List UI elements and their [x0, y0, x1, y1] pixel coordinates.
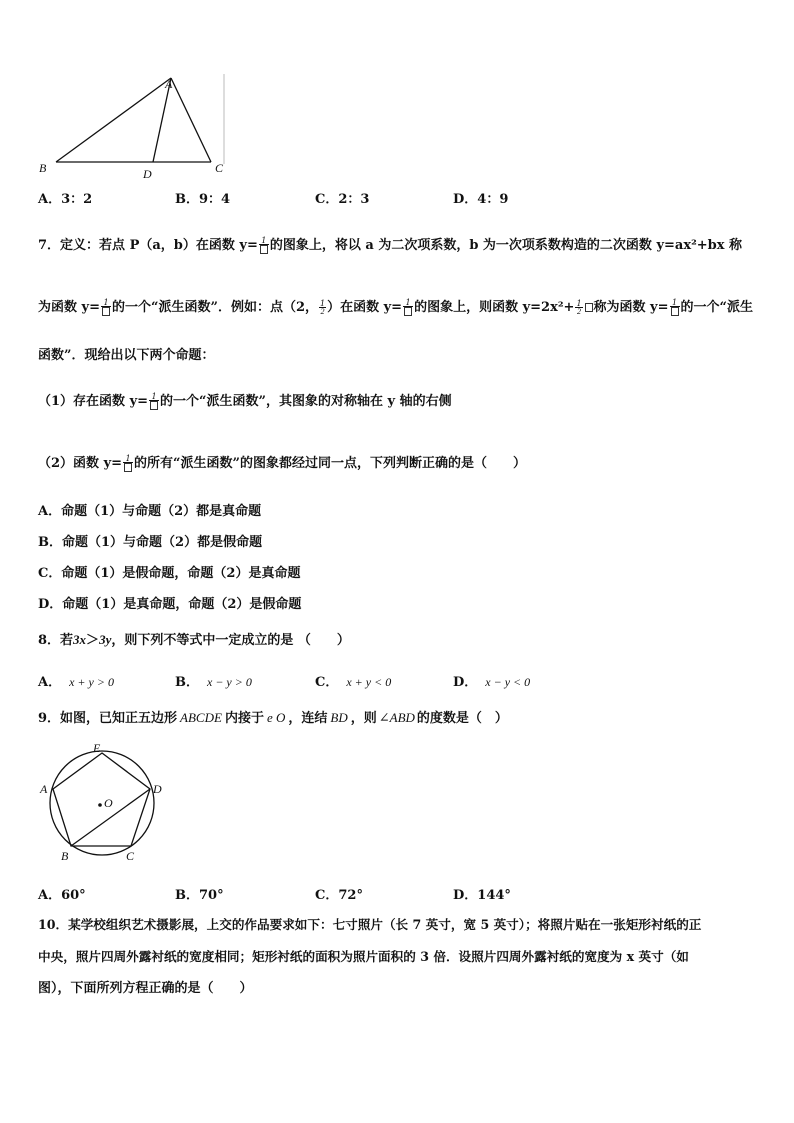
- fraction-1-over-x: [670, 299, 680, 316]
- q8-math: 3x: [73, 632, 87, 647]
- q7-line-2: [38, 296, 753, 316]
- q7-option-a[interactable]: A．命题（1）与命题（2）都是真命题: [38, 504, 262, 519]
- label-a: A: [165, 77, 173, 91]
- fraction-numerator: 1: [320, 299, 326, 308]
- fraction-numerator: 1: [403, 299, 413, 307]
- q9-math: ABCDE: [180, 710, 222, 725]
- circle-o: [50, 751, 154, 855]
- q7-option-c[interactable]: C．命题（1）是假命题，命题（2）是真命题: [38, 566, 301, 581]
- center-dot: [98, 803, 102, 807]
- q8-text: ，则下列不等式中一定成立的是 （ ）: [111, 633, 350, 648]
- q9-option-b[interactable]: B．70°: [175, 888, 224, 903]
- q9-option-c[interactable]: C．72°: [315, 888, 363, 903]
- q8-option-a[interactable]: A． x + y > 0: [38, 675, 114, 690]
- fraction-1-over-x: [101, 299, 111, 316]
- q7-text: 的所有“派生函数”的图象都经过同一点，下列判断正确的是（ ）: [134, 456, 526, 471]
- q8-option-expr: x − y > 0: [207, 675, 252, 689]
- fraction-1-over-x: [123, 455, 133, 472]
- fraction-numerator: 1: [259, 237, 269, 245]
- q7-text: （2）函数 y=: [38, 456, 123, 471]
- q10-line-2: 中央，照片四周外露衬纸的宽度相同；矩形衬纸的面积为照片面积的 3 倍．设照片四周外露衬纸的宽度为 x 英寸（如: [38, 949, 689, 964]
- q9-math: ∠ABD: [378, 710, 415, 725]
- q9-text: ，则: [350, 711, 377, 726]
- q8-option-d[interactable]: D． x − y < 0: [453, 675, 531, 690]
- q8-text: ＞: [86, 633, 100, 648]
- fraction-1-over-x: [403, 299, 413, 316]
- q7-text: ）在函数 y=: [327, 300, 403, 315]
- fraction-numerator: 1: [123, 455, 133, 463]
- q6-option-c[interactable]: C．2：3: [315, 192, 370, 207]
- q8-text: 8．若: [38, 633, 74, 648]
- fraction-1-over-x: [149, 393, 159, 410]
- label-a: A: [40, 782, 48, 796]
- q10-line-1: 10．某学校组织艺术摄影展，上交的作品要求如下：七寸照片（长 7 英寸，宽 5 英寸）；将照片贴在一张矩形衬纸的正: [38, 917, 702, 932]
- q10-line-3: 图），下面所列方程正确的是（ ）: [38, 981, 253, 996]
- q9-text: ，连结: [288, 711, 328, 726]
- q8-option-expr: x + y > 0: [69, 675, 114, 689]
- q7-text: 7．定义：若点 P（a，b）在函数 y=: [38, 238, 258, 253]
- q8-option-c[interactable]: C． x + y < 0: [315, 675, 392, 690]
- q7-option-d[interactable]: D．命题（1）是真命题，命题（2）是假命题: [38, 597, 302, 612]
- q7-option-b[interactable]: B．命题（1）与命题（2）都是假命题: [38, 535, 263, 550]
- segment-ac: [171, 78, 211, 162]
- q8-option-b[interactable]: B． x − y > 0: [175, 675, 252, 690]
- q7-text: 为函数 y=: [38, 300, 100, 315]
- q8-option-expr: x + y < 0: [346, 675, 392, 689]
- q7-text: 的一个“派生: [680, 300, 753, 315]
- label-b: B: [61, 849, 69, 863]
- triangle-figure: [36, 72, 236, 182]
- q8-math: 3y: [99, 632, 112, 647]
- fraction-numerator: 1: [101, 299, 111, 307]
- q6-option-d[interactable]: D．4：9: [453, 192, 509, 207]
- segment-ab: [56, 78, 171, 162]
- q9-math: e O: [266, 710, 286, 725]
- placeholder-box: [585, 303, 593, 312]
- q7-proposition-2: [38, 452, 526, 472]
- q7-text: 的一个“派生函数”，其图象的对称轴在 y 轴的右侧: [160, 394, 452, 409]
- q7-text: 的图象上，将以 a 为二次项系数，b 为一次项系数构造的二次函数 y=ax²+bx 称: [269, 238, 743, 253]
- fraction-1-over-2: $\frac{1}{2}$: [320, 299, 326, 316]
- fraction-1-over-2: $\frac{1}{2}$: [576, 299, 582, 316]
- label-d: D: [143, 167, 152, 181]
- q7-text: 称为函数 y=: [593, 300, 669, 315]
- q7-line-3: 函数”．现给出以下两个命题：: [38, 348, 215, 363]
- label-c: C: [126, 849, 135, 863]
- fraction-1-over-x: [259, 237, 269, 254]
- label-b: B: [39, 161, 47, 175]
- q9-text: 内接于: [224, 711, 264, 726]
- q9-text: 9．如图，已知正五边形: [38, 711, 178, 726]
- pentagon-circle-figure: [36, 742, 166, 866]
- q6-option-b[interactable]: B．9：4: [175, 192, 231, 207]
- q7-text: （1）存在函数 y=: [38, 394, 149, 409]
- label-d: D: [153, 782, 162, 796]
- q8-option-expr: x − y < 0: [485, 675, 531, 689]
- q9-option-d[interactable]: D．144°: [453, 888, 511, 903]
- label-e: E: [93, 742, 101, 755]
- q9-math: BD: [330, 710, 348, 725]
- fraction-numerator: 1: [576, 299, 582, 308]
- q7-line-1: [38, 234, 742, 254]
- label-c: C: [215, 161, 224, 175]
- q9-text: 的度数是（ ）: [416, 711, 508, 726]
- fraction-numerator: 1: [670, 299, 680, 307]
- q7-text: 的一个“派生函数”．例如：点（2，: [111, 300, 318, 315]
- fraction-numerator: 1: [149, 393, 159, 401]
- q7-text: 的图象上，则函数 y=2x²+: [414, 300, 575, 315]
- q8-stem: [38, 629, 350, 648]
- q7-proposition-1: [38, 390, 452, 410]
- q9-option-a[interactable]: A．60°: [38, 888, 86, 903]
- q6-option-a[interactable]: A．3：2: [38, 192, 93, 207]
- q9-stem: [38, 707, 508, 726]
- label-o: O: [104, 796, 113, 810]
